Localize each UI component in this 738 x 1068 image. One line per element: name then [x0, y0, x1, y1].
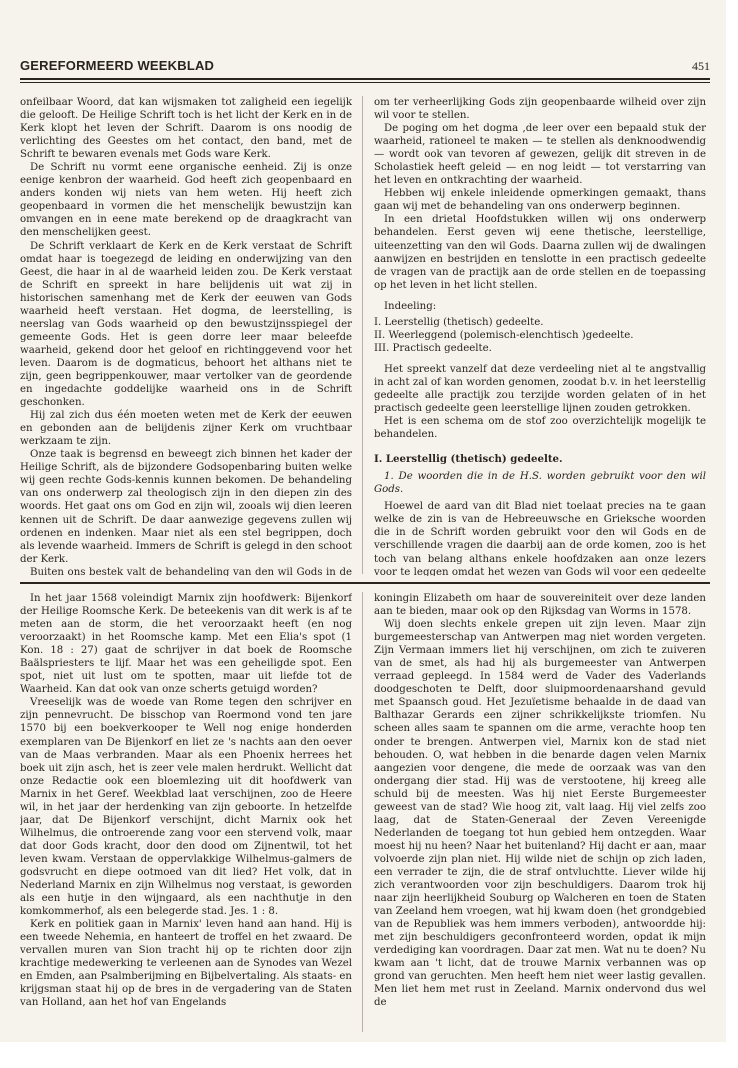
- paragraph: De Schrift verklaart de Kerk en de Kerk verstaat de Schrift omdat haar is toegezegd de leiding en onderwijzing van den Geest, die haar in al de waarheid leiden zou. De Kerk verstaat de Schrift en spreekt in hare belijdenis uit wat zij in historischen samenhang met de Kerk der eeuwen van Gods waarheid heeft verstaan. Het dogma, de leerstelling, is neerslag van Gods waarheid op den bewustzijnsspiegel der gemeente Gods. Het is geen dorre leer maar beleefde waarheid, gekend door het geloof en richtinggevend voor het leven. Daarom is de dogmaticus, behoort het althans niet te zijn, geen begrippenkouwer, maar vertolker van de geordende en ingedachte goddelijke waarheid ons in de Schrift geschonken.: [20, 240, 352, 409]
- paragraph: onfeilbaar Woord, dat kan wijsmaken tot zaligheid een iegelijk die gelooft. De Heilige Schrift toch is het licht der Kerk en in de Kerk klopt het leven der Schrift. Daarom is ons noodig de verlichting des Geestes om het contact, den band, met de Schrift te bewaren evenals met Gods ware Kerk.: [20, 97, 352, 161]
- page-header: [20, 55, 710, 77]
- paragraph: om ter verheerlijking Gods zijn geopenbaarde wilheid over zijn wil voor te stellen.: [374, 97, 706, 122]
- article-column-upper-left: [20, 96, 352, 576]
- paragraph: Hoewel de aard van dit Blad niet toelaat precies na te gaan welke de zin is van de Hebreeuwsche en Grieksche woorden die in de Schrift worden gebruikt voor den wil Gods en de verschillende vragen die daarbij aan de orde komen, zoo is het toch van belang althans enkele hoofdzaken aan onze lezers voor te leggen omdat het wezen van Gods wil voor een gedeelte: [374, 501, 706, 576]
- paragraph: Onze taak is begrensd en beweegt zich binnen het kader der Heilige Schrift, als de bijzondere Godsopenbaring buiten welke wij geen rechte Gods-kennis kunnen bekomen. De behandeling van ons onderwerp zal theologisch zijn in den diepen zin des woords. Het gaat ons om God en zijn wil, zooals wij dien leeren kennen uit de Schrift. De daar aanwezige gegevens zullen wij ordenen en indenken. Maar niet als een stel begrippen, doch als levende waarheid. Immers de Schrift is gelegd in den schoot der Kerk.: [20, 449, 352, 565]
- paragraph: De Schrift nu vormt eene organische eenheid. Zij is onze eenige kenbron der waarheid. God heeft zich geopenbaard en anders konden wij niets van hem weten. Hij heeft zich geopenbaard in vormen die het menschelijk bewustzijn kan omvangen en in eene mate berekend op de draagkracht van den menschelijken geest.: [20, 162, 352, 239]
- paragraph: Wij doen slechts enkele grepen uit zijn leven. Maar zijn burgemeesterschap van Antwerpen mag niet worden vergeten. Zijn Vermaan immers liet hij verschijnen, om zich te zuiveren van de smet, als had hij als burgemeester van Antwerpen verraad gepleegd. In 1584 werd de Vader des Vaderlands doodgeschoten te Delft, door sluipmoordenaarshand gevuld met Spaansch goud. Het Jezuïetisme behaalde in de daad van Balthazar Gerards een zijner schrikkelijkste triomfen. Nu scheen alles saam te spannen om die arme, verachte hoop ten onder te brengen. Antwerpen viel, Marnix kon de stad niet behouden. O, wat hebben in die benarde dagen velen Marnix aangezien voor dengene, die mede de oorzaak was van den ondergang dier stad. Hij was de verstootene, hij kreeg alle schuld bij de meesten. Was hij niet Eerste Burgemeester geweest van de stad? Wie hoog zit, valt laag. Hij viel zelfs zoo laag, dat de Staten-Generaal der Zeven Vereenigde Nederlanden de toegang tot hun gebied hem ontzegden. Waar moest hij nu heen? Naar het buitenland? Hij dacht er aan, maar volvoerde zijn plan niet. Hij wilde niet de schijn op zich laden, een verrader te zijn, die de straf ontvluchtte. Liever wilde hij zich verantwoorden voor zijn beschuldigers. Daarom trok hij naar zijn heerlijkheid Souburg op Walcheren en toen de Staten van Zeeland hem vroegen, wat hij kwam doen (het grondgebied van de Republiek was hem immers verboden), antwoordde hij: met zijn beschuldigers geconfronteerd worden, opdat ik mijn verdediging kan voordragen. Daar zat men. Wat nu te doen? Nu kwam aan 't licht, dat de trouwe Marnix verbannen was op grond van geruchten. Men heeft hem niet weer lastig gevallen. Men liet hem met rust in Zeeland. Marnix ondervond dus wel de: [374, 619, 706, 1009]
- subsection-heading: 1. De woorden die in de H.S. worden gebruikt voor den wil Gods.: [374, 471, 706, 496]
- outline-label: Indeeling:: [384, 300, 437, 312]
- list-item: III. Practisch gedeelte.: [374, 342, 492, 354]
- article-column-upper-right: [374, 96, 706, 576]
- paragraph: Hij zal zich dus één moeten weten met de Kerk der eeuwen en gebonden aan de belijdenis zijner Kerk om vruchtbaar werkzaam te zijn.: [20, 410, 352, 448]
- journal-title: GEREFORMEERD WEEKBLAD: [20, 58, 215, 73]
- page-number: 451: [692, 59, 710, 73]
- paragraph: Kerk en politiek gaan in Marnix' leven hand aan hand. Hij is een tweede Nehemia, en hanteert de troffel en het zwaard. De vervallen muren van Sion tracht hij op te richten door zijn krachtige medewerking te verleenen aan de Synodes van Wezel en Emden, aan Psalmberijming en Bijbelvertaling. Als staats- en krijgsman staat hij op de bres in de vergadering van de Staten van Holland, aan het hof van Engelands: [20, 919, 352, 1009]
- list-item: II. Weerleggend (polemisch-elenchtisch )gedeelte.: [374, 329, 634, 341]
- paragraph: Hebben wij enkele inleidende opmerkingen gemaakt, thans gaan wij met de behandeling van ons onderwerp beginnen.: [374, 188, 706, 213]
- paragraph: De poging om het dogma ,de leer over een bepaald stuk der waarheid, rationeel te maken — te stellen als denknoodwendig — wordt ook van tevoren af gewezen, gelijk dit streven in de Scholastiek heeft geleid — en nog leidt — tot verstarring van het leven en ontkrachting der waarheid.: [374, 123, 706, 187]
- paragraph: koningin Elizabeth om haar de souvereiniteit over deze landen aan te bieden, maar ook op den Rijksdag van Worms in 1578.: [374, 593, 706, 618]
- paragraph: In een drietal Hoofdstukken willen wij ons onderwerp behandelen. Eerst geven wij eene thetische, leerstellige, uiteenzetting van den wil Gods. Daarna zullen wij de dwalingen aanwijzen en bestrijden en tenslotte in een practisch gedeelte de vragen van de practijk aan de orde stellen en de toepassing op het leven in het licht stellen.: [374, 214, 706, 291]
- paragraph: Het is een schema om de stof zoo overzichtelijk mogelijk te behandelen.: [374, 416, 706, 441]
- paragraph: Buiten ons bestek valt de behandeling van den wil Gods in de: [30, 566, 352, 576]
- paragraph: Vreeselijk was de woede van Rome tegen den schrijver en zijn pennevrucht. De bisschop van Roermond vond ten jare 1570 bij een boekverkooper te Well nog enige honderden exemplaren van De Bijenkorf en liet ze 's nachts aan den oever van de Maas verbranden. Maar als een Phoenix herrees het boek uit zijn asch, het is zeer vele malen herdrukt. Wellicht dat onze Redactie ook een bloemlezing uit dit hoofdwerk van Marnix in het Geref. Weekblad laat verschijnen, zoo de Heere wil, in het jaar der herdenking van zijn geboorte. In hetzelfde jaar, dat De Bijenkorf verschijnt, dicht Marnix ook het Wilhelmus, die ontroerende zang voor een stervend volk, maar dat door Gods kracht, door den dood om Zijnentwil, tot het leven kwam. Verstaan de oppervlakkige Wilhelmus-galmers de godsvrucht en diepe ootmoed van dit lied? Het volk, dat in Nederland Marnix en zijn Wilhelmus nog verstaat, is geworden als een hutje in den wijngaard, als een nachthutje in den komkommerhof, als een belegerde stad. Jes. 1 : 8.: [20, 697, 352, 918]
- outline-list: [374, 316, 706, 355]
- header-rule-thick: [20, 78, 710, 80]
- header-rule-thin: [20, 82, 710, 83]
- paragraph: Het spreekt vanzelf dat deze verdeeling niet al te angstvallig in acht zal of kan worden genomen, zoodat b.v. in het leerstellig gedeelte alle practijk zou terzijde worden gelaten of in het practisch gedeelte geen leerstellige lijnen zouden getrokken.: [374, 363, 706, 415]
- paragraph: In het jaar 1568 voleindigt Marnix zijn hoofdwerk: Bijenkorf der Heilige Roomsche Kerk. De beteekenis van dit werk is af te meten aan de storm, die het veroorzaakt heeft (en nog veroorzaakt) in het Roomsche kamp. Met een Elia's spot (1 Kon. 18 : 27) gaat de schrijver in dat boek de Roomsche Baälspriesters te lijf. Maar het was een geheiligde spot. Een spot, niet uit lust om te spotten, maar uit liefde tot de Waarheid. Kan dat ook van onze scherts getuigd worden?: [20, 593, 352, 696]
- article-column-lower-left: [20, 592, 352, 1032]
- article-column-lower-right: [374, 592, 706, 1032]
- list-item: I. Leerstellig (thetisch) gedeelte.: [374, 316, 544, 328]
- column-separator: [362, 592, 363, 1032]
- section-heading: I. Leerstellig (thetisch) gedeelte.: [374, 453, 563, 466]
- column-separator: [362, 96, 363, 574]
- section-divider: [20, 582, 710, 584]
